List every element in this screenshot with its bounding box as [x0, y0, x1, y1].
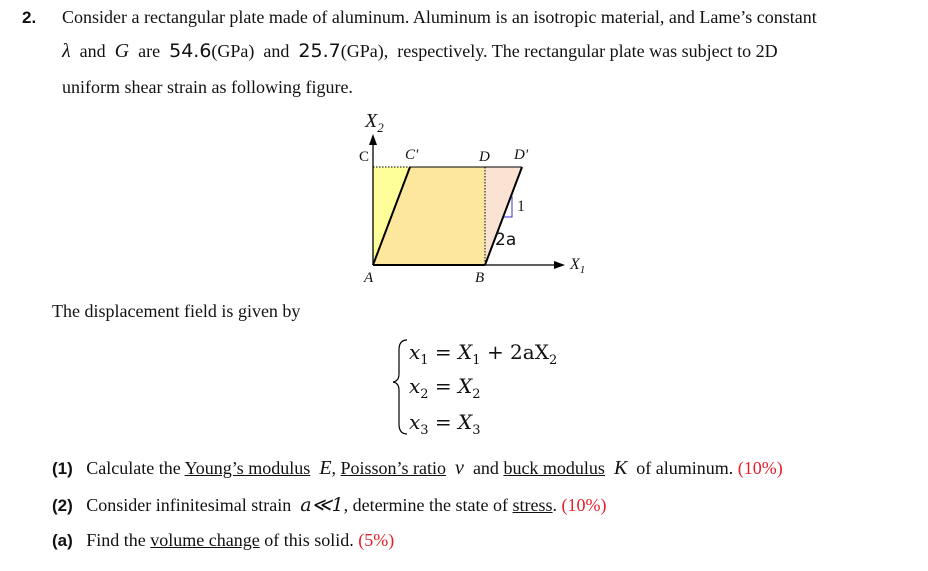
qa-label: (a): [52, 531, 73, 550]
label-d: D: [479, 149, 490, 165]
slope-rise-label: 1: [517, 198, 525, 215]
and-text-1: and: [79, 41, 106, 61]
displacement-intro: The displacement field is given by: [52, 301, 301, 321]
problem-number: 2.: [22, 8, 37, 27]
stress-term: stress: [512, 495, 553, 515]
x1-axis-label: $X_1$: [570, 256, 586, 277]
label-b: B: [475, 270, 485, 286]
problem-line-1: Consider a rectangular plate made of aluminum. Aluminum is an isotropic material, and Lame’s constant: [62, 7, 817, 27]
g-symbol: G: [114, 40, 130, 62]
g-value: 25.7: [298, 40, 341, 62]
lambda-value: 54.6: [169, 40, 212, 62]
q2-points: (10%): [561, 495, 607, 515]
slope-run-label: 2a: [495, 230, 517, 250]
volume-change-term: volume change: [150, 530, 260, 550]
q2-label: (2): [52, 496, 73, 515]
x2-axis-label: $X_2$: [365, 110, 384, 135]
label-c: C: [359, 149, 370, 165]
problem-line-3: uniform shear strain as following figure.: [62, 77, 353, 97]
gpa-unit-2: (GPa),: [340, 41, 389, 61]
equation-1: $x_1 = X_1 + 2aX_2$: [409, 340, 558, 368]
q1-points: (10%): [737, 458, 783, 478]
young-modulus-term: Young’s modulus: [184, 458, 311, 478]
equation-3: $x_3 = X_3$: [409, 410, 481, 438]
small-strain-condition: a≪1: [300, 494, 344, 516]
q1-label: (1): [52, 459, 73, 478]
label-d-prime: D': [514, 147, 529, 163]
label-c-prime: C': [405, 147, 419, 163]
qa-points: (5%): [358, 530, 395, 550]
question-1: (1) Calculate the Young’s modulus E, Poisson’s ratio ν and buck modulus K of aluminum. (10%): [52, 457, 783, 479]
label-a: A: [364, 270, 374, 286]
lambda-symbol: λ: [62, 40, 71, 62]
equation-2: $x_2 = X_2$: [409, 374, 481, 402]
gpa-unit-1: (GPa): [211, 41, 255, 61]
and-text-2: and: [263, 41, 290, 61]
poisson-ratio-term: Poisson’s ratio: [340, 458, 447, 478]
line-2-rest: respectively. The rectangular plate was subject to 2D: [397, 41, 778, 61]
are-text: are: [138, 41, 161, 61]
question-2: (2) Consider infinitesimal strain a≪1, determine the state of stress. (10%): [52, 494, 607, 516]
question-a: (a) Find the volume change of this solid. (5%): [52, 530, 395, 550]
buck-modulus-term: buck modulus: [503, 458, 605, 478]
